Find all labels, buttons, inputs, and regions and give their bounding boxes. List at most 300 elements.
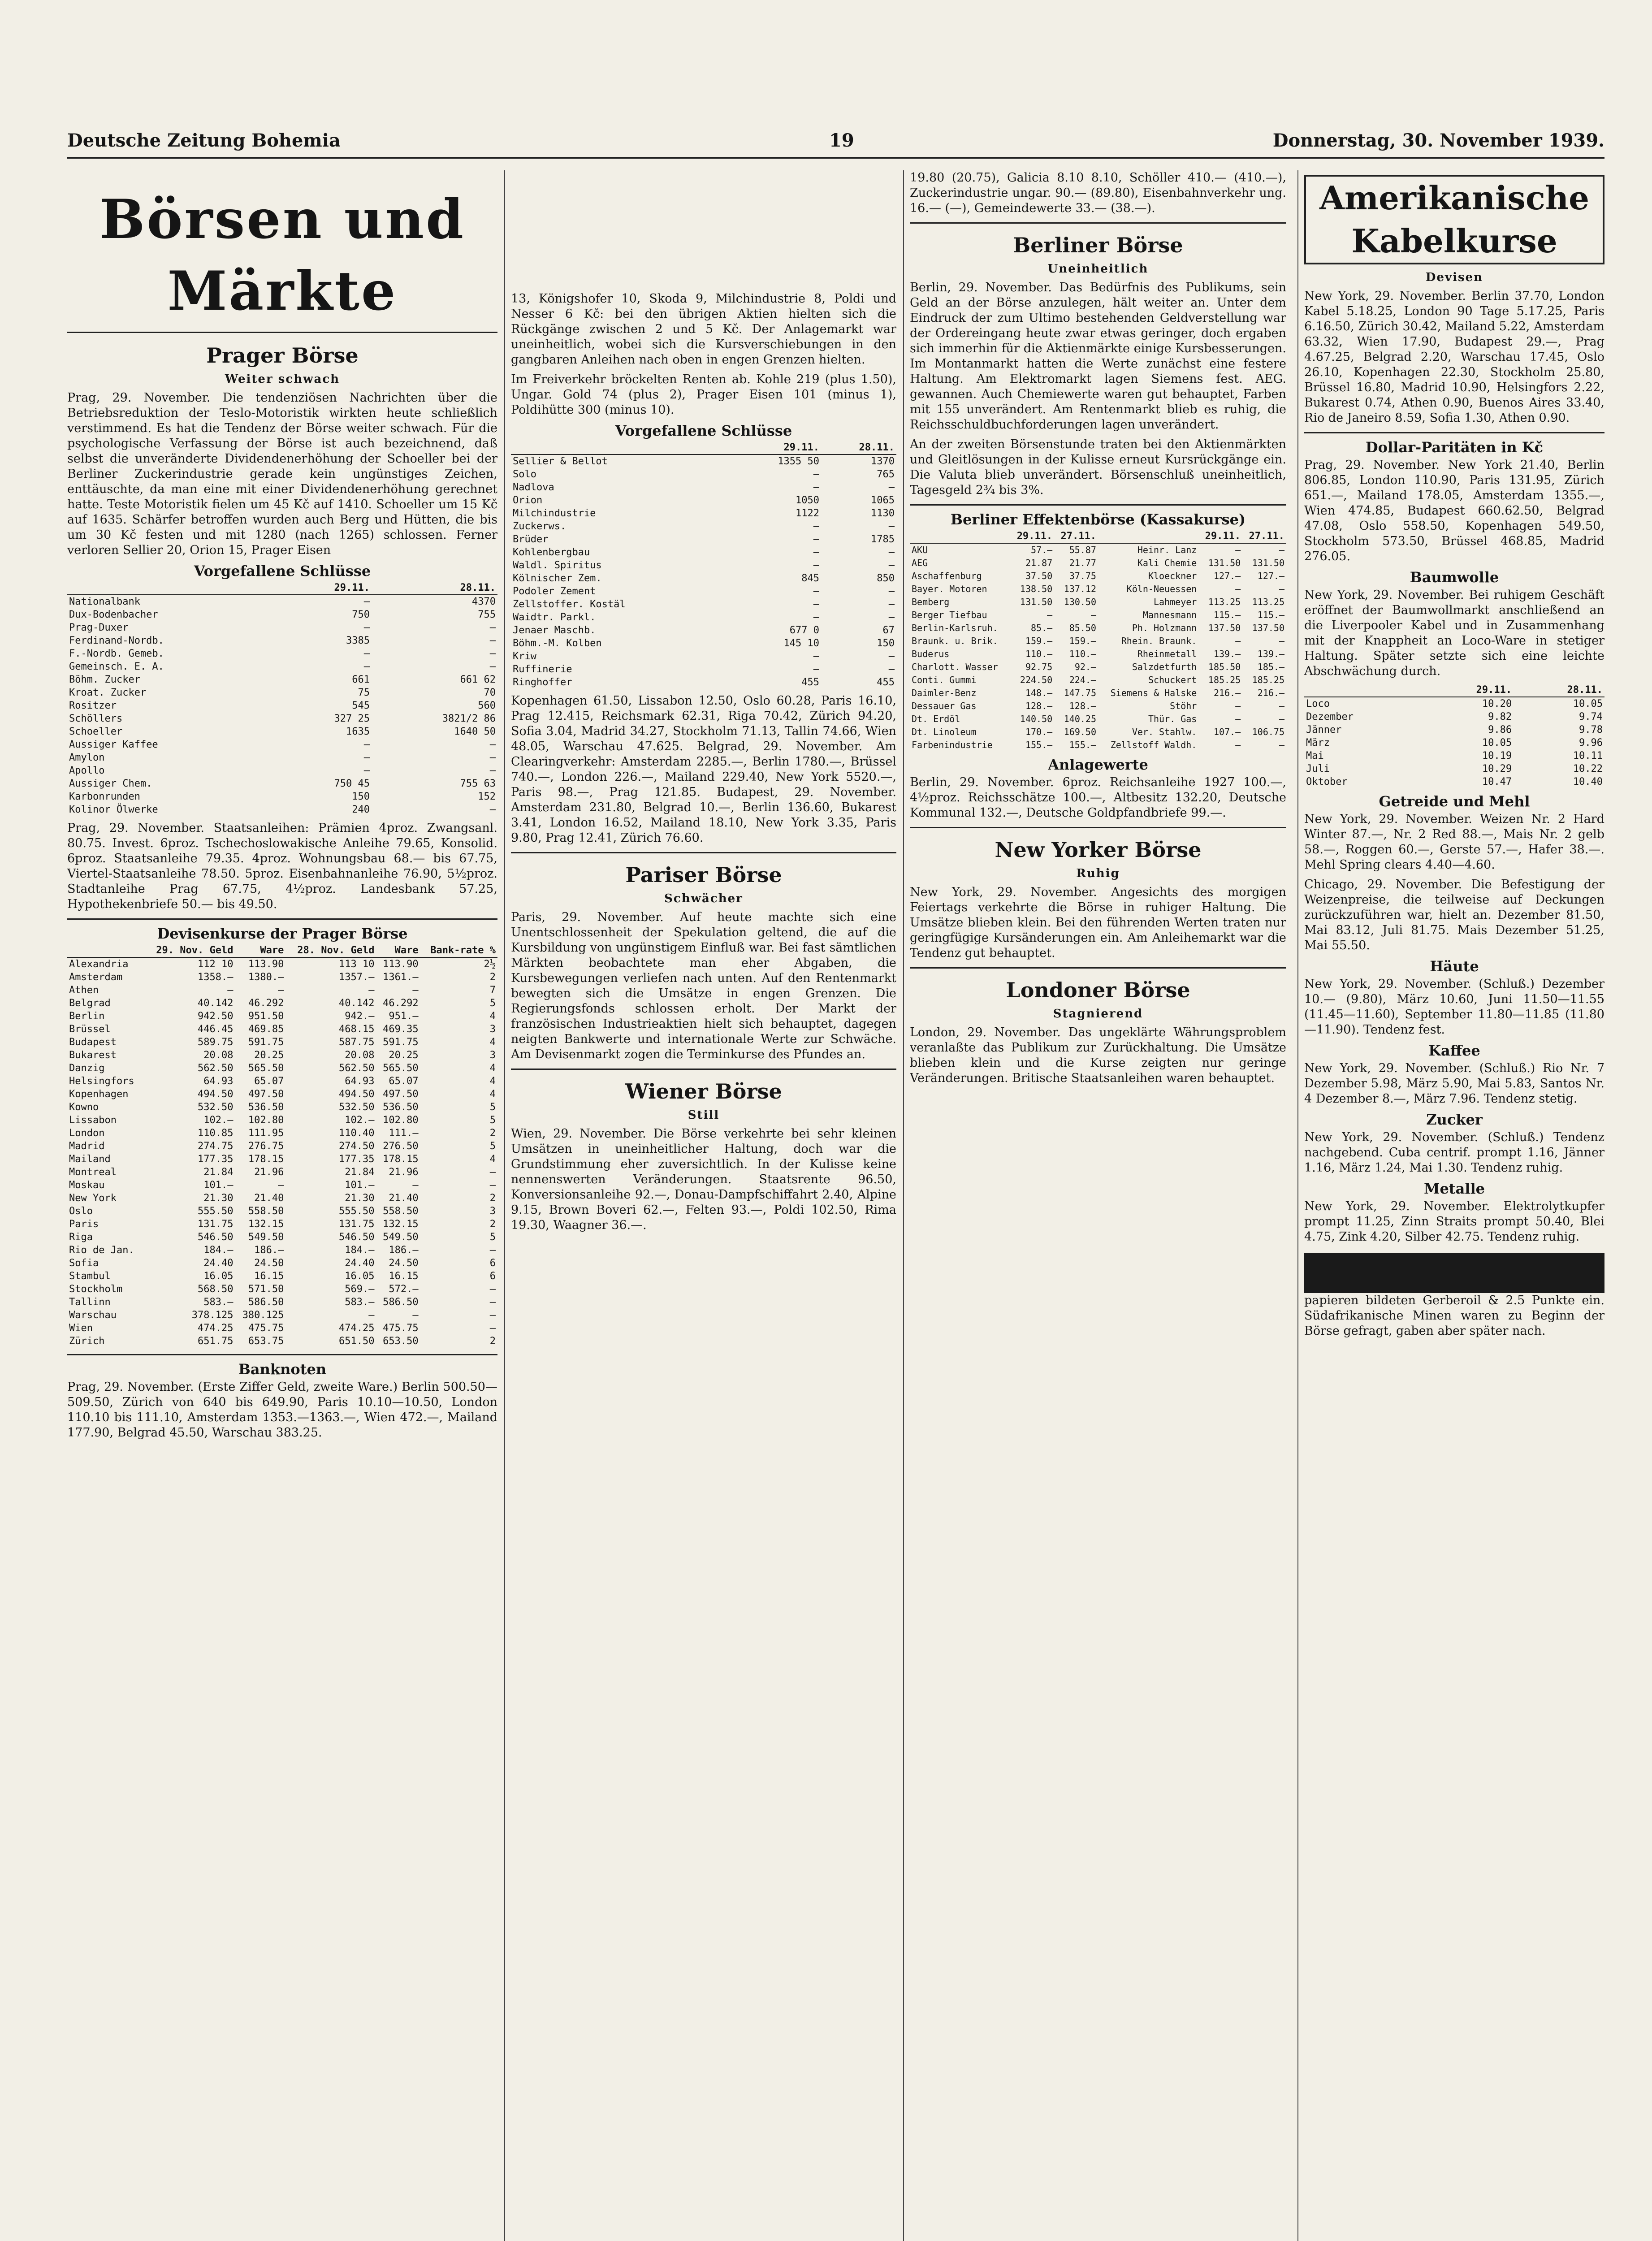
- table-cell: 16.15: [389, 1271, 419, 1282]
- table-row: [67, 803, 497, 816]
- table-cell: 1065: [871, 495, 895, 506]
- table-cell: Warschau: [69, 1310, 117, 1321]
- table-cell: 185.50: [1208, 662, 1241, 672]
- getreide-title: Getreide und Mehl: [1379, 793, 1530, 810]
- table-cell: 65.07: [389, 1076, 419, 1087]
- haeute-report: New York, 29. November. (Schluß.) Dezember 10.— (9.80), März 10.60, Juni 11.50—11.55 (11.45—11.60), September 11.80—11.85 (11.80—11.90). Tendenz fest.: [1304, 977, 1604, 1037]
- table-row: [910, 700, 1286, 713]
- table-row: [67, 1036, 497, 1049]
- table-cell: 2: [489, 1336, 496, 1347]
- table-header: 29. Nov. Geld: [144, 944, 235, 957]
- table-cell: 5: [489, 1115, 496, 1126]
- table-row: [511, 624, 896, 637]
- divider: [910, 222, 1286, 224]
- table-cell: Stöhr: [1170, 701, 1197, 711]
- table-cell: 586.50: [383, 1297, 419, 1308]
- table-cell: 10.19: [1482, 750, 1512, 761]
- table-row: [910, 635, 1286, 648]
- table-cell: 555.50: [197, 1206, 234, 1217]
- table-cell: 497.50: [383, 1089, 419, 1100]
- table-row: [67, 1270, 497, 1283]
- table-cell: 40.142: [339, 998, 375, 1009]
- table-cell: Solo: [513, 469, 536, 480]
- table-cell: 132.15: [248, 1219, 284, 1230]
- table-cell: 2: [489, 1193, 496, 1204]
- kabel-devisen-report: New York, 29. November. Berlin 37.70, London Kabel 5.18.25, London 90 Tage 5.17.25, Paris 6.16.50, Zürich 30.42, Mailand 5.22, Amsterdam 63.32, Wien 17.90, Budapest 29.—, Prag 4.67.25, Belgrad 2.20, Warschau 17.45, Oslo 26.10, Kopenhagen 22.30, Stockholm 25.80, Brüssel 16.80, Madrid 10.90, Helsingfors 2.22, Bukarest 0.74, Athen 0.90, Buenos Aires 33.40, Rio de Janeiro 8.59, Sofia 1.30, Athen 0.90.: [1304, 289, 1604, 425]
- table-cell: —: [489, 1323, 496, 1334]
- table-cell: 131.50: [1208, 558, 1241, 568]
- table-cell: 113.25: [1252, 597, 1284, 607]
- table-row: [910, 609, 1286, 622]
- table-cell: Siemens & Halske: [1110, 688, 1197, 698]
- table-cell: 9.78: [1579, 724, 1603, 735]
- table-cell: Amsterdam: [69, 972, 123, 983]
- table-header: [1098, 530, 1198, 543]
- table-cell: —: [368, 985, 375, 996]
- table-cell: 469.85: [248, 1024, 284, 1035]
- table-cell: 137.12: [1064, 584, 1096, 594]
- table-cell: Danzig: [69, 1063, 105, 1074]
- table-cell: Belgrad: [69, 998, 111, 1009]
- table-cell: 565.50: [248, 1063, 284, 1074]
- table-cell: —: [1235, 714, 1241, 724]
- divider: [1304, 432, 1604, 433]
- table-cell: 216.—: [1213, 688, 1241, 698]
- table-cell: Sofia: [69, 1258, 99, 1269]
- table-cell: Moskau: [69, 1180, 105, 1191]
- table-cell: 455: [877, 677, 895, 688]
- divider: [67, 1354, 497, 1355]
- table-cell: Ringhoffer: [513, 677, 572, 688]
- table-row: [67, 712, 497, 725]
- table-row: [67, 1062, 497, 1075]
- table-cell: 110.40: [339, 1128, 375, 1139]
- table-row: [511, 663, 896, 676]
- table-cell: Buderus: [912, 649, 950, 659]
- table-cell: —: [363, 596, 370, 607]
- table-cell: 546.50: [339, 1232, 375, 1243]
- table-cell: —: [1279, 740, 1284, 750]
- table-cell: 130.50: [1064, 597, 1096, 607]
- table-row: [1304, 749, 1604, 762]
- table-cell: 46.292: [383, 998, 419, 1009]
- table-row: [511, 637, 896, 650]
- table-cell: 589.75: [197, 1037, 234, 1048]
- table-row: [910, 583, 1286, 596]
- table-cell: 131.75: [339, 1219, 375, 1230]
- table-row: [67, 725, 497, 738]
- table-cell: —: [363, 739, 370, 750]
- table-cell: 532.50: [339, 1102, 375, 1113]
- berlin-heading: Berliner Börse: [1013, 233, 1183, 257]
- column-4: [1304, 170, 1604, 2241]
- table-cell: 3385: [346, 635, 370, 646]
- table-cell: 4370: [472, 596, 496, 607]
- table-cell: Böhm. Zucker: [69, 674, 140, 685]
- table-cell: —: [489, 1180, 496, 1191]
- column-divider: [903, 170, 904, 2241]
- table-row: [1304, 710, 1604, 723]
- table-cell: Kriw: [513, 651, 536, 662]
- table-cell: 677 0: [789, 625, 819, 636]
- table-cell: 1122: [796, 508, 819, 519]
- table-cell: Waldl. Spiritus: [513, 560, 602, 571]
- table-cell: 850: [877, 573, 895, 584]
- table-cell: —: [363, 661, 370, 672]
- table-cell: 102.—: [203, 1115, 234, 1126]
- table-cell: Braunk. u. Brik.: [912, 636, 998, 646]
- table-cell: —: [412, 1180, 419, 1191]
- table-cell: —: [1235, 584, 1241, 594]
- table-cell: —: [1047, 610, 1053, 620]
- spacer: [511, 170, 896, 291]
- table-cell: —: [227, 985, 234, 996]
- table-cell: 139.—: [1213, 649, 1241, 659]
- table-row: [910, 648, 1286, 661]
- anlage-title: Anlagewerte: [1048, 756, 1148, 773]
- table-cell: 951.—: [389, 1011, 419, 1022]
- table-cell: 70: [484, 687, 496, 698]
- table-row: [67, 608, 497, 621]
- table-cell: 128.—: [1025, 701, 1053, 711]
- table-row: [67, 971, 497, 984]
- table-row: [910, 557, 1286, 570]
- table-cell: 21.77: [1069, 558, 1096, 568]
- table-cell: 555.50: [339, 1206, 375, 1217]
- table-cell: Dt. Linoleum: [912, 727, 977, 737]
- table-cell: 131.50: [1252, 558, 1284, 568]
- table-cell: Daimler-Benz: [912, 688, 977, 698]
- table-cell: Milchindustrie: [513, 508, 596, 519]
- table-cell: Schöllers: [69, 713, 123, 724]
- table-cell: Dt. Erdöl: [912, 714, 960, 724]
- table-cell: 651.75: [197, 1336, 234, 1347]
- table-cell: 21.30: [203, 1193, 234, 1204]
- table-cell: 24.50: [389, 1258, 419, 1269]
- table-cell: Brüssel: [69, 1024, 111, 1035]
- table-cell: 6: [489, 1258, 496, 1269]
- table-cell: 10.20: [1482, 698, 1512, 710]
- table-cell: 127.—: [1257, 571, 1284, 581]
- dollar-report: Prag, 29. November. New York 21.40, Berlin 806.85, London 110.90, Paris 131.95, Zürich 651.—, Mailand 178.05, Amsterdam 1355.—, Wien 474.85, Budapest 660.62.50, Belgrad 47.08, Oslo 558.50, Kopenhagen 549.50, Stockholm 573.50, Brüssel 468.85, Madrid 276.05.: [1304, 458, 1604, 563]
- table-row: [511, 546, 896, 559]
- table-header: 28.11.: [821, 441, 896, 454]
- table-cell: 16.05: [345, 1271, 375, 1282]
- table-cell: Brüder: [513, 534, 549, 545]
- section-masthead: Börsen und Märkte: [67, 184, 497, 333]
- table-cell: Prag-Duxer: [69, 622, 129, 633]
- table-cell: —: [368, 1310, 375, 1321]
- table-row: [1304, 762, 1604, 775]
- table-cell: Helsingfors: [69, 1076, 134, 1087]
- table-cell: 5: [489, 1141, 496, 1152]
- anlage-report: Berlin, 29. November. 6proz. Reichsanleihe 1927 100.—, 4½proz. Reichsschätze 100.—, Altbesitz 132.20, Deutsche Kommunal 132.—, Deutsche Goldpfandbriefe 99.—.: [910, 775, 1286, 820]
- table-cell: 111.—: [389, 1128, 419, 1139]
- table-cell: 110.—: [1069, 649, 1096, 659]
- table-cell: —: [489, 1297, 496, 1308]
- table-cell: Kölnischer Zem.: [513, 573, 602, 584]
- table-cell: 1355 50: [778, 456, 819, 467]
- table-cell: 380.125: [242, 1310, 284, 1321]
- table-row: [67, 1023, 497, 1036]
- table-cell: 475.75: [383, 1323, 419, 1334]
- banknoten-title: Banknoten: [238, 1361, 327, 1378]
- table-cell: Jänner: [1306, 724, 1342, 735]
- table-cell: 24.40: [203, 1258, 234, 1269]
- prague-report: Prag, 29. November. Die tendenziösen Nachrichten über die Betriebsreduktion der Teslo-Motoristik wirkten heute schließlich verstimmend. Es hat die Tendenz der Börse weiter schwach. Für die psychologische Verfassung der Börse ist auch bezeichnend, daß selbst die unveränderte Dividendenerhöhung der Schoeller bei der Berliner Zuckerindustrie gerade kein ungünstiges Zeichen, enttäuschte, da man eine mit einer Dividendenerhöhung gerechnet hatte. Teste Motoristik fielen um 45 Kč auf 1410. Schoeller um 15 Kč auf 1635. Schärfer betroffen wurden auch Berg und Hütten, die bis um 30 Kč festen und mit 1280 (nach 1265) schlossen. Ferner verloren Sellier 20, Orion 15, Prager Eisen: [67, 391, 497, 557]
- col2-report-2: Im Freiverkehr bröckelten Renten ab. Kohle 219 (plus 1.50), Ungar. Gold 74 (plus 2), Prager Eisen 101 (minus 1), Poldihütte 300 (minus 10).: [511, 372, 896, 417]
- table-cell: —: [489, 1310, 496, 1321]
- table-header: Ware: [235, 944, 285, 957]
- table-cell: 4: [489, 1037, 496, 1048]
- prague-heading: Prager Börse: [206, 343, 359, 368]
- table-row: [1304, 775, 1604, 788]
- table-cell: 137.50: [1208, 623, 1241, 633]
- table-row: [67, 1218, 497, 1231]
- table-cell: 583.—: [345, 1297, 375, 1308]
- table-cell: —: [888, 599, 895, 610]
- table-cell: Bayer. Motoren: [912, 584, 987, 594]
- table-cell: 127.—: [1213, 571, 1241, 581]
- table-row: [67, 1166, 497, 1179]
- table-cell: 274.50: [339, 1141, 375, 1152]
- table-cell: Conti. Gummi: [912, 675, 977, 685]
- table-cell: 1785: [871, 534, 895, 545]
- paris-report: Paris, 29. November. Auf heute machte sich eine Unentschlossenheit der Spekulation geltend, die auf die Kursbildung von ungünstigem Einfluß war. Bei fast sämtlichen Märkten beobachtete man eher Abgaben, die Kursbewegungen verliefen nach unten. Auf den Rentenmarkt bewegten sich die Umsätze in engen Grenzen. Die Regierungsfonds schlossen erholt. Der Markt der französischen Industrieaktien hielt sich behauptet, dagegen neigten Bankwerte und internationale Werte zur Schwäche. Am Devisenmarkt zogen die Terminkurse des Pfundes an.: [511, 910, 896, 1061]
- table-cell: 37.75: [1069, 571, 1096, 581]
- table-cell: 475.75: [248, 1323, 284, 1334]
- table-cell: Lahmeyer: [1154, 597, 1197, 607]
- table-cell: 21.84: [203, 1167, 234, 1178]
- table-cell: Budapest: [69, 1037, 117, 1048]
- table-cell: 20.08: [203, 1050, 234, 1061]
- column-2: [511, 170, 896, 2241]
- table-cell: —: [813, 612, 819, 623]
- table-cell: Madrid: [69, 1141, 105, 1152]
- divider: [511, 852, 896, 853]
- table-row: [67, 686, 497, 699]
- column-divider: [1297, 170, 1298, 2241]
- chicago-report: Chicago, 29. November. Die Befestigung der Weizenpreise, die teilweise auf Deckungen zurückzuführen war, hielt an. Dezember 81.50, Mai 83.12, Juli 81.75. Mais Dezember 51.25, Mai 55.50.: [1304, 878, 1604, 952]
- table-cell: —: [489, 804, 496, 815]
- page-number: 19: [829, 130, 854, 151]
- table-header: 28.11.: [1514, 684, 1604, 697]
- table-cell: Ferdinand-Nordb.: [69, 635, 164, 646]
- prague-table-title: Vorgefallene Schlüsse: [194, 562, 371, 580]
- table-cell: Nationalbank: [69, 596, 140, 607]
- table-cell: 9.74: [1579, 711, 1603, 722]
- table-row: [67, 1010, 497, 1023]
- table-cell: Kowno: [69, 1102, 99, 1113]
- table-cell: Orion: [513, 495, 543, 506]
- table-cell: —: [278, 985, 284, 996]
- table-cell: 755 63: [460, 778, 496, 789]
- divider: [910, 967, 1286, 969]
- table-row: [67, 1179, 497, 1192]
- table-cell: 21.40: [389, 1193, 419, 1204]
- table-header: 28. Nov. Geld: [285, 944, 376, 957]
- table-cell: 2½: [484, 959, 496, 970]
- table-row: [67, 1322, 497, 1335]
- table-header: [67, 581, 285, 595]
- table-cell: Köln-Neuessen: [1126, 584, 1197, 594]
- table-row: [67, 673, 497, 686]
- table-cell: —: [363, 752, 370, 763]
- devisen-table: [67, 944, 497, 1348]
- table-header: 27.11.: [1242, 530, 1286, 543]
- column-1: [67, 170, 497, 2241]
- table-cell: 10.22: [1573, 763, 1603, 774]
- table-cell: 455: [801, 677, 819, 688]
- devisen-title: Devisenkurse der Prager Börse: [157, 925, 408, 942]
- table-cell: 536.50: [383, 1102, 419, 1113]
- table-row: [67, 634, 497, 647]
- table-cell: 1130: [871, 508, 895, 519]
- table-cell: 2: [489, 1219, 496, 1230]
- table-row: [67, 1114, 497, 1127]
- table-row: [67, 699, 497, 712]
- table-cell: 170.—: [1025, 727, 1053, 737]
- table-cell: —: [1235, 701, 1241, 711]
- table-cell: Kali Chemie: [1137, 558, 1197, 568]
- table-cell: —: [1279, 545, 1284, 555]
- table-cell: 85.50: [1069, 623, 1096, 633]
- table-cell: Dessauer Gas: [912, 701, 977, 711]
- table-cell: —: [888, 651, 895, 662]
- table-cell: Zellstoffer. Kostäl: [513, 599, 626, 610]
- table-cell: 107.—: [1213, 727, 1241, 737]
- getreide-report: New York, 29. November. Weizen Nr. 2 Hard Winter 87.—, Nr. 2 Red 88.—, Mais Nr. 2 gelb 58.—, Roggen 60.—, Gerste 57.—, Hafer 38.—. Mehl Spring clears 4.40—4.60.: [1304, 812, 1604, 872]
- table-cell: Berlin-Karlsruh.: [912, 623, 998, 633]
- haeute-title: Häute: [1430, 958, 1479, 975]
- table-cell: Stockholm: [69, 1284, 123, 1295]
- table-row: [67, 1244, 497, 1257]
- table-cell: 186.—: [254, 1245, 284, 1256]
- table-cell: 21.87: [1025, 558, 1053, 568]
- table-cell: 185.25: [1208, 675, 1241, 685]
- table-cell: 24.50: [254, 1258, 284, 1269]
- table-row: [511, 533, 896, 546]
- table-cell: Ph. Holzmann: [1132, 623, 1197, 633]
- table-cell: 532.50: [197, 1102, 234, 1113]
- table-cell: 67: [882, 625, 895, 636]
- table-cell: 101.—: [203, 1180, 234, 1191]
- col2-table-title: Vorgefallene Schlüsse: [615, 422, 792, 439]
- table-cell: 549.50: [248, 1232, 284, 1243]
- table-cell: Kloeckner: [1148, 571, 1197, 581]
- table-header: 27.11.: [1054, 530, 1098, 543]
- table-row: [67, 1257, 497, 1270]
- table-cell: 1380.—: [248, 972, 284, 983]
- table-cell: 591.75: [248, 1037, 284, 1048]
- table-cell: Kolinor Ölwerke: [69, 804, 158, 815]
- table-cell: Kopenhagen: [69, 1089, 129, 1100]
- baumwolle-title: Baumwolle: [1410, 569, 1499, 586]
- table-cell: Waidtr. Parkl.: [513, 612, 596, 623]
- table-cell: 562.50: [339, 1063, 375, 1074]
- table-cell: Schoeller: [69, 726, 123, 737]
- table-row: [910, 622, 1286, 635]
- table-row: [511, 454, 896, 468]
- newyork-report: New York, 29. November. Angesichts des morgigen Feiertags verkehrte die Börse in ruhiger Haltung. Die Umsätze blieben klein. Bei den führenden Werten traten nur geringfügige Kursänderungen ein. Am Anleihemarkt war die Tendenz gut behauptet.: [910, 885, 1286, 960]
- table-cell: 147.75: [1064, 688, 1096, 698]
- table-cell: —: [489, 648, 496, 659]
- table-cell: 185.—: [1257, 662, 1284, 672]
- table-cell: 20.25: [254, 1050, 284, 1061]
- table-cell: 565.50: [383, 1063, 419, 1074]
- table-cell: —: [412, 1310, 419, 1321]
- table-cell: Oslo: [69, 1206, 93, 1217]
- table-cell: AKU: [912, 545, 928, 555]
- table-header: Ware: [376, 944, 420, 957]
- table-cell: 178.15: [383, 1154, 419, 1165]
- table-header: 29.11.: [1423, 684, 1514, 697]
- table-row: [67, 751, 497, 764]
- table-cell: —: [888, 586, 895, 597]
- table-row: [511, 481, 896, 494]
- effekten-table: [910, 530, 1286, 752]
- table-row: [67, 1153, 497, 1166]
- table-cell: 568.50: [197, 1284, 234, 1295]
- table-cell: 65.07: [254, 1076, 284, 1087]
- table-row: [67, 621, 497, 634]
- table-row: [67, 595, 497, 608]
- table-cell: —: [888, 547, 895, 558]
- table-cell: 92.—: [1074, 662, 1096, 672]
- table-cell: —: [1279, 714, 1284, 724]
- table-cell: Mannesmann: [1142, 610, 1197, 620]
- table-cell: 497.50: [248, 1089, 284, 1100]
- zucker-title: Zucker: [1426, 1111, 1483, 1128]
- table-row: [67, 647, 497, 660]
- table-cell: 21.84: [345, 1167, 375, 1178]
- table-cell: 184.—: [203, 1245, 234, 1256]
- table-cell: Sellier & Bellot: [513, 456, 608, 467]
- table-cell: 113.25: [1208, 597, 1241, 607]
- table-cell: Zuckerws.: [513, 521, 567, 532]
- prague-subheading: Weiter schwach: [225, 372, 340, 386]
- table-cell: 571.50: [248, 1284, 284, 1295]
- table-row: [67, 1088, 497, 1101]
- table-cell: —: [1235, 636, 1241, 646]
- table-cell: Bukarest: [69, 1050, 117, 1061]
- col3-continued-report: 19.80 (20.75), Galicia 8.10 8.10, Schöller 410.— (410.—), Zuckerindustrie ungar. 90.— (89.80), Eisenbahnverkehr ung. 16.— (—), Gemeindewerte 33.— (38.—).: [910, 171, 1286, 215]
- table-cell: 653.50: [383, 1336, 419, 1347]
- table-row: [511, 507, 896, 520]
- table-cell: 274.75: [197, 1141, 234, 1152]
- table-row: [511, 650, 896, 663]
- table-cell: 474.25: [197, 1323, 234, 1334]
- table-row: [1304, 723, 1604, 736]
- table-cell: 951.50: [248, 1011, 284, 1022]
- table-cell: 111.95: [248, 1128, 284, 1139]
- table-cell: 10.11: [1573, 750, 1603, 761]
- table-cell: 113 10: [339, 959, 375, 970]
- table-header: [67, 944, 144, 957]
- table-row: [67, 738, 497, 751]
- table-cell: Mailand: [69, 1154, 111, 1165]
- table-row: [67, 1283, 497, 1296]
- table-cell: 4: [489, 1011, 496, 1022]
- table-cell: Tallinn: [69, 1297, 111, 1308]
- table-cell: —: [813, 651, 819, 662]
- table-cell: 446.45: [197, 1024, 234, 1035]
- table-cell: 140.25: [1064, 714, 1096, 724]
- table-cell: 10.05: [1573, 698, 1603, 710]
- table-cell: 21.30: [345, 1193, 375, 1204]
- table-cell: —: [813, 586, 819, 597]
- table-cell: 3821/2 86: [442, 713, 496, 724]
